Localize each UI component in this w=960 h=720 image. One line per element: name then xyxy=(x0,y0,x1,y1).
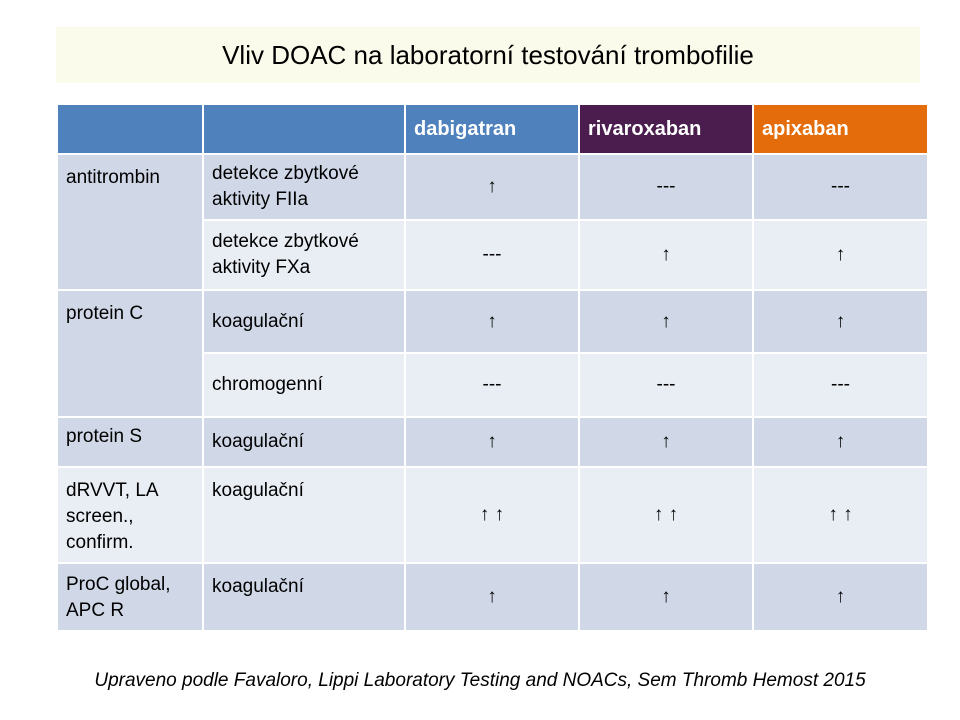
group-proc-global: ProC global, APC R xyxy=(57,563,203,631)
header-empty-1 xyxy=(57,104,203,154)
table-row xyxy=(57,467,928,563)
header-rivaroxaban: rivaroxaban xyxy=(579,104,753,154)
value-rivaroxaban: ↑ xyxy=(579,220,753,290)
group-protein-c: protein C xyxy=(57,290,203,417)
value-apixaban: ↑ xyxy=(753,220,928,290)
value-dabigatran: --- xyxy=(405,220,579,290)
doac-table xyxy=(56,103,929,632)
value-rivaroxaban: ↑ xyxy=(579,417,753,467)
value-dabigatran: ↑ xyxy=(405,417,579,467)
value-rivaroxaban: --- xyxy=(579,353,753,417)
table-row xyxy=(57,417,928,467)
table-row xyxy=(57,154,928,220)
value-rivaroxaban: ↑ ↑ xyxy=(579,467,753,563)
value-dabigatran: --- xyxy=(405,353,579,417)
value-apixaban: ↑ ↑ xyxy=(753,467,928,563)
value-rivaroxaban: ↑ xyxy=(579,290,753,353)
method-cell: koagulační xyxy=(203,290,405,353)
header-dabigatran: dabigatran xyxy=(405,104,579,154)
value-apixaban: ↑ xyxy=(753,290,928,353)
source-caption: Upraveno podle Favaloro, Lippi Laboratory Testing and NOACs, Sem Thromb Hemost 2015 xyxy=(94,670,866,691)
table-row xyxy=(57,563,928,631)
header-row xyxy=(57,104,928,154)
value-rivaroxaban: --- xyxy=(579,154,753,220)
value-apixaban: --- xyxy=(753,154,928,220)
method-cell: koagulační xyxy=(203,417,405,467)
value-rivaroxaban: ↑ xyxy=(579,563,753,631)
value-apixaban: --- xyxy=(753,353,928,417)
value-dabigatran: ↑ xyxy=(405,563,579,631)
value-apixaban: ↑ xyxy=(753,417,928,467)
group-drvvt: dRVVT, LA screen., confirm. xyxy=(57,467,203,563)
table-row xyxy=(57,290,928,353)
value-dabigatran: ↑ ↑ xyxy=(405,467,579,563)
page-title: Vliv DOAC na laboratorní testování trombofilie xyxy=(222,39,754,70)
header-empty-2 xyxy=(203,104,405,154)
value-dabigatran: ↑ xyxy=(405,290,579,353)
value-dabigatran: ↑ xyxy=(405,154,579,220)
group-protein-s: protein S xyxy=(57,417,203,467)
title-bar xyxy=(56,27,920,83)
method-cell: koagulační xyxy=(203,467,405,563)
value-apixaban: ↑ xyxy=(753,563,928,631)
method-cell: detekce zbytkové aktivity FXa xyxy=(203,220,405,290)
header-apixaban: apixaban xyxy=(753,104,928,154)
method-cell: chromogenní xyxy=(203,353,405,417)
group-antitrombin: antitrombin xyxy=(57,154,203,290)
method-cell: detekce zbytkové aktivity FIIa xyxy=(203,154,405,220)
method-cell: koagulační xyxy=(203,563,405,631)
